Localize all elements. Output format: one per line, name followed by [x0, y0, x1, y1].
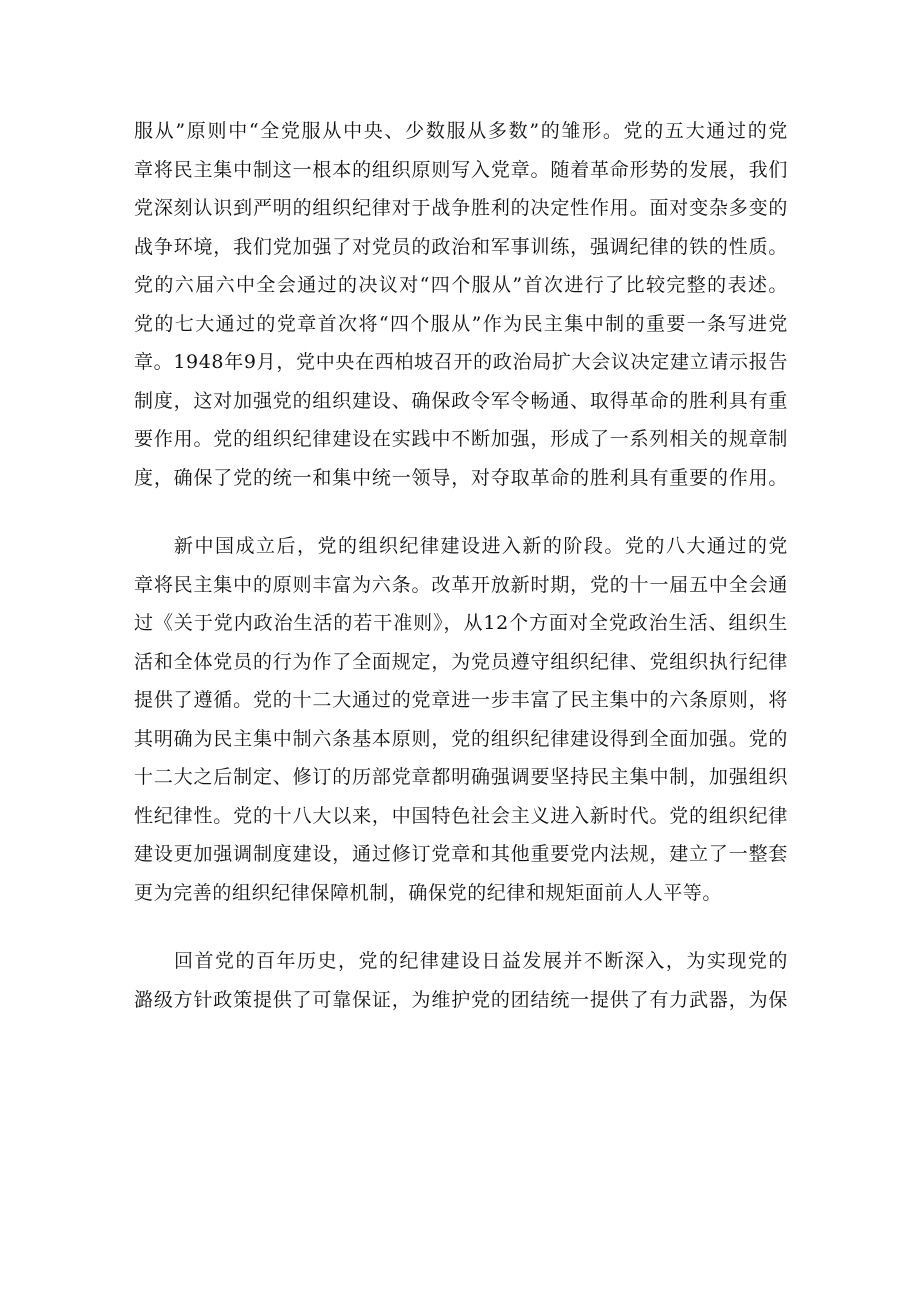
text-line: 更为完善的组织纪律保障机制，确保党的纪律和规矩面前人人平等。	[134, 881, 723, 904]
text-line: 党深刻认识到严明的组织纪律对于战争胜利的决定性作用。面对变杂多变的	[134, 197, 788, 219]
text-line: 过《关于党内政治生活的若干准则》，从12个方面对全党政治生活、组织生	[134, 612, 788, 634]
text-line: 十二大之后制定、修订的历部党章都明确强调要坚持民主集中制，加强组织	[134, 766, 788, 788]
text-line: 性纪律性。党的十八大以来，中国特色社会主义进入新时代。党的组织纪律	[134, 804, 788, 827]
text-line: 要作用。党的组织纪律建设在实践中不断加强，形成了一系列相关的规章制	[134, 428, 788, 450]
text-line: 章将民主集中制这一根本的组织原则写入党章。随着革命形势的发展，我们	[134, 158, 788, 181]
text-line: 提供了遵循。党的十二大通过的党章进一步丰富了民主集中的六条原则，将	[134, 689, 788, 711]
paragraph-3	[134, 942, 788, 1019]
paragraph-1	[134, 112, 788, 497]
text-line: 新中国成立后，党的组织纪律建设进入新的阶段。党的八大通过的党	[174, 535, 788, 557]
text-line: 战争环境，我们党加强了对党员的政治和军事训练，强调纪律的铁的性质。	[134, 235, 788, 258]
text-line: 活和全体党员的行为作了全面规定，为党员遵守组织纪律、党组织执行纪律	[134, 650, 788, 673]
text-line: 潞级方针政策提供了可靠保证，为维护党的团结统一提供了有力武器，为保	[134, 988, 788, 1011]
body-text	[134, 112, 788, 1049]
paragraph-2	[134, 527, 788, 912]
text-line: 党的六届六中全会通过的决议对“四个服从”首次进行了比较完整的表述。	[134, 274, 788, 296]
text-line: 其明确为民主集中制六条基本原则，党的组织纪律建设得到全面加强。党的	[134, 727, 788, 750]
text-line: 章将民主集中的原则丰富为六条。改革开放新时期，党的十一届五中全会通	[134, 573, 788, 596]
text-line: 度，确保了党的统一和集中统一领导，对夺取革命的胜利具有重要的作用。	[134, 466, 788, 489]
text-line: 建设更加强调制度建设，通过修订党章和其他重要党内法规，建立了一整套	[134, 843, 788, 865]
text-line: 章。1948年9月，党中央在西柏坡召开的政治局扩大会议决定建立请示报告	[134, 351, 788, 373]
text-line: 制度，这对加强党的组织建设、确保政令军令畅通、取得革命的胜利具有重	[134, 389, 788, 412]
text-line: 党的七大通过的党章首次将“四个服从”作为民主集中制的重要一条写进党	[134, 312, 788, 335]
text-line: 回首党的百年历史，党的纪律建设日益发展并不断深入，为实现党的	[174, 950, 788, 972]
text-line: 服从”原则中“全党服从中央、少数服从多数”的雏形。党的五大通过的党	[134, 120, 788, 142]
